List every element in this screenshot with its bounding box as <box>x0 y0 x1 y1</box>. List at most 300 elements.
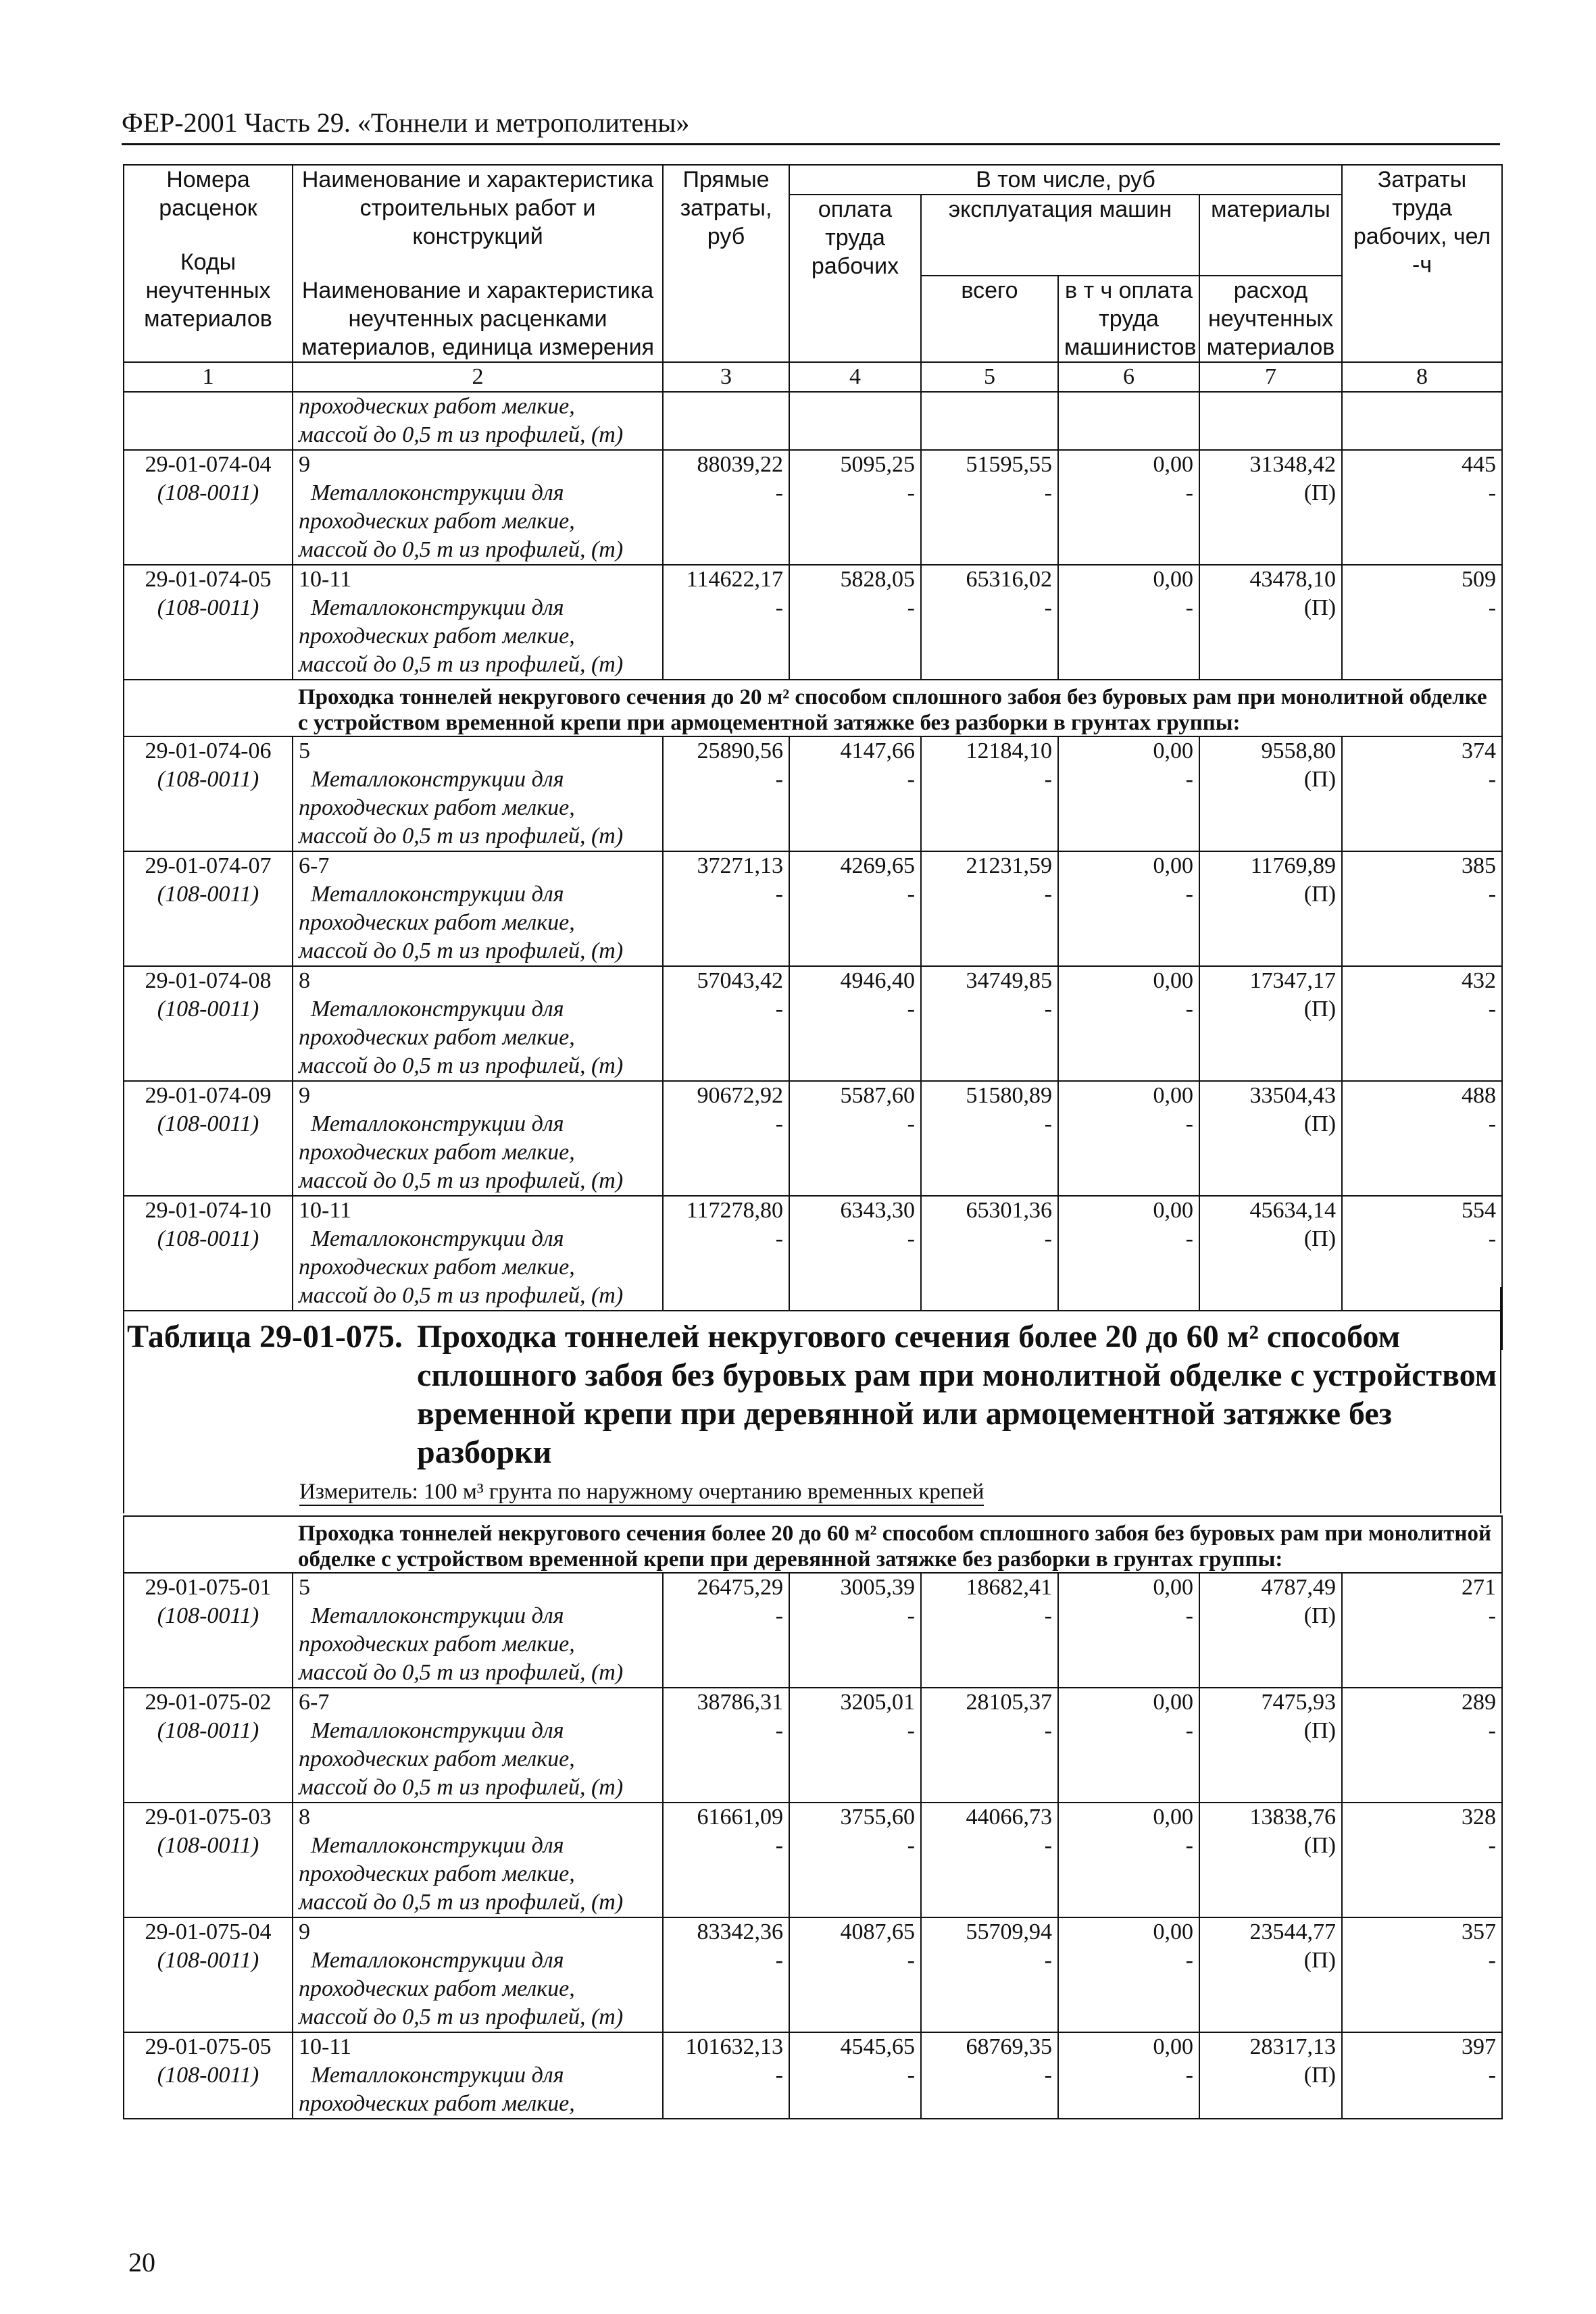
dash: - <box>907 595 915 620</box>
machine-cost-cell <box>921 1917 1058 2032</box>
operator-cost: 0,00 <box>1153 968 1193 993</box>
soil-group: 8 <box>299 1805 310 1830</box>
labor-hours-cell <box>1342 1081 1502 1196</box>
rate-code: 29-01-074-04 <box>145 452 272 477</box>
materials-cost-cell <box>1199 1081 1342 1196</box>
material-code: (108-0011) <box>157 997 259 1022</box>
material-name-line: массой до 0,5 т из профилей, (т) <box>299 1775 624 1800</box>
direct-cost-cell <box>663 1917 789 2032</box>
material-code: (108-0011) <box>157 1603 259 1628</box>
dash: - <box>775 882 783 907</box>
rate-code: 29-01-074-09 <box>145 1083 272 1108</box>
dash: - <box>907 1226 915 1251</box>
material-name: Металлоконструкции для <box>311 1833 564 1858</box>
labor-hours: 509 <box>1462 567 1497 592</box>
col-number: 1 <box>124 362 293 392</box>
direct-cost: 37271,13 <box>697 853 783 878</box>
operator-cost-cell <box>1058 966 1199 1081</box>
rate-row <box>124 1081 1502 1196</box>
material-name-line: проходческих работ мелкие, <box>299 1976 575 2001</box>
rate-row <box>124 1803 1502 1917</box>
dash: - <box>1185 595 1193 620</box>
rate-code: 29-01-074-06 <box>145 738 272 763</box>
material-name: Металлоконструкции для <box>311 1226 564 1251</box>
labor-hours: 488 <box>1462 1083 1497 1108</box>
dash: - <box>907 480 915 505</box>
dash: - <box>1488 767 1497 792</box>
dash: - <box>907 882 915 907</box>
material-code: (108-0011) <box>157 1226 259 1251</box>
materials-cost-cell <box>1199 565 1342 680</box>
rate-row <box>124 1688 1502 1803</box>
material-unit: (П) <box>1303 1948 1336 1973</box>
direct-cost-cell <box>663 851 789 966</box>
labor-hours-cell <box>1342 2032 1502 2119</box>
material-name-line: проходческих работ мелкие, <box>299 1861 575 1886</box>
machine-cost-cell <box>921 565 1058 680</box>
col-number: 3 <box>663 362 789 392</box>
operator-cost-cell <box>1058 1573 1199 1688</box>
dash: - <box>907 1833 915 1858</box>
dash: - <box>775 767 783 792</box>
dash: - <box>907 767 915 792</box>
dash: - <box>775 997 783 1022</box>
rate-code: 29-01-074-08 <box>145 968 272 993</box>
labor-hours-cell <box>1342 1803 1502 1917</box>
direct-cost-cell <box>663 1573 789 1688</box>
labor-cost-cell <box>789 851 921 966</box>
direct-cost-cell <box>663 2032 789 2119</box>
rate-name-cell <box>293 2032 663 2119</box>
soil-group: 8 <box>299 968 310 993</box>
rate-name-cell <box>293 736 663 851</box>
labor-cost-cell <box>789 966 921 1081</box>
material-unit: (П) <box>1303 1111 1337 1136</box>
labor-cost: 4147,66 <box>840 738 915 763</box>
materials-cost-cell <box>1199 1196 1342 1311</box>
materials-cost-cell <box>1199 736 1342 851</box>
rate-code: 29-01-074-05 <box>145 567 272 592</box>
material-code: (108-0011) <box>157 1833 259 1858</box>
labor-cost: 4946,40 <box>840 968 915 993</box>
dash: - <box>1044 480 1052 505</box>
labor-cost-cell <box>789 736 921 851</box>
operator-cost-cell <box>1058 851 1199 966</box>
dash: - <box>1185 767 1193 792</box>
section-row-074b <box>124 680 1502 736</box>
table-075-title <box>123 1317 1501 1472</box>
rate-code-cell <box>124 450 293 565</box>
dash: - <box>1044 1718 1052 1743</box>
dash: - <box>1185 1833 1193 1858</box>
soil-group: 6-7 <box>299 853 330 878</box>
rows-075 <box>124 1573 1502 2119</box>
dash: - <box>1044 1948 1052 1973</box>
material-unit: (П) <box>1303 1833 1336 1858</box>
rate-name-cell <box>293 450 663 565</box>
col6-header: в т ч оплата труда машинистов <box>1058 276 1199 362</box>
dash: - <box>1044 1111 1052 1136</box>
col8-header: Затраты труда рабочих, чел -ч <box>1342 165 1502 362</box>
rate-code-cell <box>124 1196 293 1311</box>
operator-cost: 0,00 <box>1153 738 1193 763</box>
material-name-line: массой до 0,5 т из профилей, (т) <box>299 938 624 963</box>
material-name-line: проходческих работ мелкие, <box>299 1140 575 1165</box>
dash: - <box>1488 882 1497 907</box>
direct-cost-cell <box>663 1688 789 1803</box>
dash: - <box>775 1718 783 1743</box>
labor-hours: 357 <box>1462 1919 1496 1944</box>
dash: - <box>775 1833 783 1858</box>
direct-cost: 25890,56 <box>697 738 783 763</box>
rate-row <box>124 736 1502 851</box>
header-rule <box>122 143 1500 145</box>
col1-header-b: Коды неучтенных материалов <box>144 249 272 332</box>
machine-cost-cell <box>921 1081 1058 1196</box>
machine-cost: 28105,37 <box>966 1690 1052 1715</box>
labor-cost: 3005,39 <box>840 1575 915 1600</box>
continuation-name: проходческих работ мелкие, массой до 0,5 т из профилей, (т) <box>293 392 663 450</box>
machine-cost-cell <box>921 450 1058 565</box>
col1-header <box>124 165 293 362</box>
materials-cost: 31348,42 <box>1249 452 1337 477</box>
labor-cost-cell <box>789 1803 921 1917</box>
dash: - <box>1044 997 1052 1022</box>
col-number: 5 <box>921 362 1058 392</box>
dash: - <box>1044 1833 1052 1858</box>
soil-group: 10-11 <box>299 567 352 592</box>
labor-cost-cell <box>789 2032 921 2119</box>
direct-cost-cell <box>663 1196 789 1311</box>
col3-header: Прямые затраты, руб <box>663 165 789 362</box>
machine-cost: 18682,41 <box>966 1575 1052 1600</box>
dash: - <box>1488 2063 1496 2088</box>
material-name-line: проходческих работ мелкие, <box>299 1255 575 1280</box>
rows-074b <box>124 736 1502 1311</box>
rate-row <box>124 565 1502 680</box>
operator-cost: 0,00 <box>1153 1690 1193 1715</box>
operator-cost: 0,00 <box>1153 1575 1193 1600</box>
labor-hours-cell <box>1342 1573 1502 1688</box>
machine-cost-cell <box>921 1688 1058 1803</box>
soil-group: 9 <box>299 1919 310 1944</box>
materials-cost: 45634,14 <box>1249 1198 1337 1223</box>
operator-cost: 0,00 <box>1153 853 1193 878</box>
material-name-line: массой до 0,5 т из профилей, (т) <box>299 1283 624 1308</box>
column-number-row <box>124 362 1502 392</box>
material-name: Металлоконструкции для <box>311 480 564 505</box>
soil-group: 6-7 <box>299 1690 330 1715</box>
rate-row <box>124 966 1502 1081</box>
rates-table-074 <box>123 164 1503 1350</box>
rate-row <box>124 2032 1502 2119</box>
materials-cost: 11769,89 <box>1250 853 1337 878</box>
direct-cost: 61661,09 <box>697 1805 783 1830</box>
material-unit: (П) <box>1303 767 1337 792</box>
materials-cost-cell <box>1199 1803 1342 1917</box>
dash: - <box>775 1226 783 1251</box>
dash: - <box>775 2063 783 2088</box>
col7-header: расход неучтенных материалов <box>1199 276 1342 362</box>
continuation-row <box>124 392 1502 450</box>
direct-cost: 101632,13 <box>685 2034 783 2059</box>
operator-cost: 0,00 <box>1153 567 1193 592</box>
labor-hours: 328 <box>1462 1805 1496 1830</box>
labor-hours-cell <box>1342 1196 1502 1311</box>
dash: - <box>775 480 783 505</box>
section-title-075: Проходка тоннелей некругового сечения более 20 до 60 м² способом сплошного забоя без буровых рам при монолитной обделке с устройством временной крепи при деревянной затяжке без разборки в грунтах группы: <box>293 1516 1502 1573</box>
material-unit: (П) <box>1303 882 1337 907</box>
rate-name-cell <box>293 1573 663 1688</box>
labor-hours-cell <box>1342 565 1502 680</box>
operator-cost-cell <box>1058 565 1199 680</box>
material-name-line: массой до 0,5 т из профилей, (т) <box>299 537 624 562</box>
materials-cost: 33504,43 <box>1249 1083 1337 1108</box>
direct-cost-cell <box>663 966 789 1081</box>
rate-code: 29-01-075-03 <box>145 1805 272 1830</box>
labor-hours-cell <box>1342 450 1502 565</box>
soil-group: 10-11 <box>299 2034 352 2059</box>
labor-cost: 5587,60 <box>840 1083 915 1108</box>
material-name-line: проходческих работ мелкие, <box>299 1025 575 1050</box>
material-unit: (П) <box>1303 480 1337 505</box>
rate-name-cell <box>293 966 663 1081</box>
materials-cost-cell <box>1199 1573 1342 1688</box>
dash: - <box>775 1111 783 1136</box>
col2-header-a: Наименование и характеристика строительных работ и конструкций <box>301 167 654 249</box>
labor-hours: 271 <box>1462 1575 1496 1600</box>
material-unit: (П) <box>1303 1226 1337 1251</box>
materials-cost-cell <box>1199 1917 1342 2032</box>
table-075-title-text: Проходка тоннелей некругового сечения более 20 до 60 м² способом сплошного забоя без буровых рам при монолитной обделке с устройством временной крепи при деревянной или армоцементной затяжке без разборки <box>417 1319 1497 1470</box>
material-name-line: проходческих работ мелкие, <box>299 910 575 935</box>
dash: - <box>1488 1718 1496 1743</box>
materials-cost: 43478,10 <box>1249 567 1337 592</box>
rate-code-cell <box>124 565 293 680</box>
rate-row <box>124 1573 1502 1688</box>
labor-cost: 4269,65 <box>840 853 915 878</box>
dash: - <box>1185 1948 1193 1973</box>
machine-cost-cell <box>921 1803 1058 1917</box>
direct-cost: 88039,22 <box>697 452 783 477</box>
labor-hours-cell <box>1342 1688 1502 1803</box>
direct-cost-cell <box>663 565 789 680</box>
machine-cost-cell <box>921 851 1058 966</box>
material-code: (108-0011) <box>157 1111 259 1136</box>
material-name-line: массой до 0,5 т из профилей, (т) <box>299 652 624 677</box>
rate-row <box>124 1196 1502 1311</box>
rate-code: 29-01-075-02 <box>145 1690 272 1715</box>
material-name-line: проходческих работ мелкие, <box>299 1746 575 1771</box>
dash: - <box>1185 1226 1193 1251</box>
materials-cost-cell <box>1199 1688 1342 1803</box>
dash: - <box>1488 1948 1496 1973</box>
labor-cost: 4545,65 <box>840 2034 915 2059</box>
direct-cost: 57043,42 <box>697 968 783 993</box>
machine-cost-cell <box>921 966 1058 1081</box>
dash: - <box>1185 1718 1193 1743</box>
rate-row <box>124 1917 1502 2032</box>
labor-hours: 374 <box>1462 738 1497 763</box>
labor-cost: 5095,25 <box>840 452 915 477</box>
machine-cost: 51580,89 <box>966 1083 1052 1108</box>
material-unit: (П) <box>1303 595 1337 620</box>
dash: - <box>1185 997 1193 1022</box>
labor-cost-cell <box>789 1196 921 1311</box>
machine-cost-cell <box>921 1196 1058 1311</box>
materials-cost-cell <box>1199 966 1342 1081</box>
dash: - <box>907 1948 915 1973</box>
labor-cost: 5828,05 <box>840 567 915 592</box>
dash: - <box>907 1718 915 1743</box>
material-code: (108-0011) <box>157 2063 259 2088</box>
material-name-line: проходческих работ мелкие, <box>299 624 575 649</box>
direct-cost-cell <box>663 736 789 851</box>
material-code: (108-0011) <box>157 1948 259 1973</box>
materials-cost: 7475,93 <box>1261 1690 1336 1715</box>
rate-code-cell <box>124 1803 293 1917</box>
rate-code-cell <box>124 851 293 966</box>
materials-cost-cell <box>1199 450 1342 565</box>
labor-hours: 445 <box>1462 452 1497 477</box>
machine-cost-cell <box>921 1573 1058 1688</box>
col-number: 4 <box>789 362 921 392</box>
materials-header: материалы <box>1199 195 1342 276</box>
dash: - <box>1488 1603 1496 1628</box>
labor-hours-cell <box>1342 1917 1502 2032</box>
dash: - <box>1488 1833 1496 1858</box>
materials-cost: 13838,76 <box>1249 1805 1336 1830</box>
material-name-line: проходческих работ мелкие, <box>299 2091 575 2116</box>
material-name-line: проходческих работ мелкие, <box>299 1632 575 1657</box>
material-unit: (П) <box>1303 2063 1336 2088</box>
dash: - <box>1185 480 1193 505</box>
labor-cost: 3755,60 <box>840 1805 915 1830</box>
col-number: 2 <box>293 362 663 392</box>
dash: - <box>1488 595 1497 620</box>
direct-cost: 26475,29 <box>697 1575 783 1600</box>
material-name: Металлоконструкции для <box>311 882 564 907</box>
machine-cost: 51595,55 <box>966 452 1052 477</box>
col2-header-b: Наименование и характеристика неучтенных расценками материалов, единица измерения <box>301 278 654 360</box>
material-name: Металлоконструкции для <box>311 595 564 620</box>
soil-group: 9 <box>299 452 310 477</box>
dash: - <box>1185 1111 1193 1136</box>
dash: - <box>1044 2063 1052 2088</box>
rate-name-cell <box>293 1081 663 1196</box>
col-number: 7 <box>1199 362 1342 392</box>
rate-code-cell <box>124 966 293 1081</box>
materials-cost-cell <box>1199 2032 1342 2119</box>
material-name-line: массой до 0,5 т из профилей, (т) <box>299 2005 624 2030</box>
dash: - <box>775 1948 783 1973</box>
material-name: Металлоконструкции для <box>311 2063 564 2088</box>
machine-cost-cell <box>921 736 1058 851</box>
dash: - <box>775 595 783 620</box>
operator-cost: 0,00 <box>1153 1805 1193 1830</box>
dash: - <box>907 1111 915 1136</box>
material-name-line: массой до 0,5 т из профилей, (т) <box>299 1890 624 1915</box>
materials-cost: 9558,80 <box>1261 738 1337 763</box>
material-name-line: массой до 0,5 т из профилей, (т) <box>299 824 624 849</box>
col4-header: оплата труда рабочих <box>789 195 921 362</box>
labor-hours-cell <box>1342 851 1502 966</box>
operator-cost: 0,00 <box>1153 452 1193 477</box>
materials-cost-cell <box>1199 851 1342 966</box>
operator-cost-cell <box>1058 1688 1199 1803</box>
rows-074a <box>124 450 1502 680</box>
dash: - <box>1185 2063 1193 2088</box>
machine-cost: 68769,35 <box>966 2034 1052 2059</box>
table-075-label: Таблица 29-01-075. <box>127 1319 403 1355</box>
operator-cost-cell <box>1058 450 1199 565</box>
labor-cost-cell <box>789 450 921 565</box>
operator-cost: 0,00 <box>1153 2034 1193 2059</box>
dash: - <box>1044 882 1052 907</box>
machine-cost: 12184,10 <box>966 738 1052 763</box>
machine-cost: 65316,02 <box>966 567 1052 592</box>
dash: - <box>1488 1111 1497 1136</box>
operator-cost-cell <box>1058 736 1199 851</box>
direct-cost-cell <box>663 1803 789 1917</box>
machine-cost: 65301,36 <box>966 1198 1052 1223</box>
material-code: (108-0011) <box>157 767 259 792</box>
rate-code: 29-01-075-01 <box>145 1575 272 1600</box>
rate-name-cell <box>293 565 663 680</box>
operator-cost: 0,00 <box>1153 1083 1193 1108</box>
materials-cost: 23544,77 <box>1249 1919 1336 1944</box>
labor-cost: 3205,01 <box>840 1690 915 1715</box>
col5-header: всего <box>921 276 1058 362</box>
material-name-line: массой до 0,5 т из профилей, (т) <box>299 1168 624 1193</box>
col-number: 6 <box>1058 362 1199 392</box>
labor-hours: 289 <box>1462 1690 1496 1715</box>
rate-code: 29-01-074-07 <box>145 853 272 878</box>
page-number: 20 <box>128 2247 155 2278</box>
dash: - <box>1185 1603 1193 1628</box>
section-row-075 <box>124 1516 1502 1573</box>
material-code: (108-0011) <box>157 882 259 907</box>
dash: - <box>1488 480 1497 505</box>
material-name-line: массой до 0,5 т из профилей, (т) <box>299 1053 624 1078</box>
soil-group: 5 <box>299 738 310 763</box>
material-unit: (П) <box>1303 997 1337 1022</box>
rate-name-cell <box>293 1917 663 2032</box>
rates-table-075 <box>123 1515 1503 2119</box>
rate-code-cell <box>124 1917 293 2032</box>
included-header: В том числе, руб <box>789 165 1342 195</box>
operator-cost-cell <box>1058 1917 1199 2032</box>
material-code: (108-0011) <box>157 595 259 620</box>
operator-cost-cell <box>1058 1196 1199 1311</box>
machine-cost-cell <box>921 2032 1058 2119</box>
direct-cost-cell <box>663 1081 789 1196</box>
rate-code: 29-01-075-05 <box>145 2034 272 2059</box>
material-name-line: проходческих работ мелкие, <box>299 795 575 820</box>
rate-name-cell <box>293 1688 663 1803</box>
rate-code: 29-01-074-10 <box>145 1198 272 1223</box>
direct-cost: 90672,92 <box>697 1083 783 1108</box>
dash: - <box>1044 1226 1052 1251</box>
labor-cost-cell <box>789 1688 921 1803</box>
rate-name-cell <box>293 1803 663 1917</box>
material-name-line: проходческих работ мелкие, <box>299 509 575 534</box>
labor-hours-cell <box>1342 966 1502 1081</box>
measurer-line: Измеритель: 100 м³ грунта по наружному очертанию временных крепей <box>299 1480 984 1506</box>
dash: - <box>907 2063 915 2088</box>
direct-cost: 117278,80 <box>686 1198 783 1223</box>
rate-row <box>124 851 1502 966</box>
